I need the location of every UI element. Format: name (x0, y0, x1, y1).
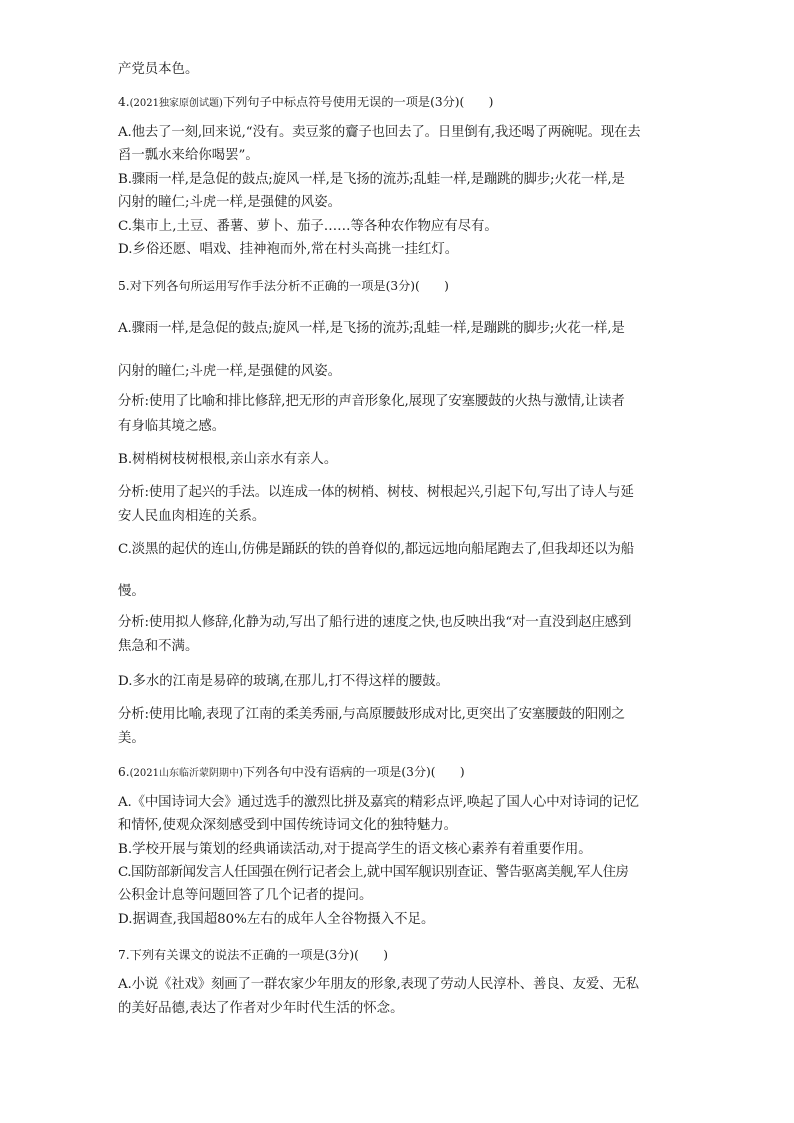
text-line: 美。 (118, 731, 145, 746)
text-line: 公积金计息等问题回答了几个记者的提问。 (118, 888, 373, 903)
analysis-text: 分析:使用拟人修辞,化静为动,写出了船行进的速度之快,也反映出我“对一直没到赵庄感到 (118, 615, 632, 630)
text-line: 安人民血肉相连的关系。 (118, 509, 266, 524)
option-b: B.树梢树枝树根根,亲山亲水有亲人。 (118, 452, 338, 467)
question-7-heading: 7.下列有关课文的说法不正确的一项是(3分)( ) (118, 948, 388, 962)
text-line: 有身临其境之感。 (118, 419, 226, 434)
question-source: (2021山东临沂蒙阴期中) (129, 768, 243, 779)
text-line: 焦急和不满。 (118, 639, 199, 654)
option-d: D.多水的江南是易碎的玻璃,在那儿,打不得这样的腰鼓。 (118, 674, 450, 689)
question-6-heading (118, 763, 678, 783)
option-a: A.他去了一刻,回来说,“没有。卖豆浆的齎子也回去了。日里倒有,我还喝了两碗呢。现在去 (118, 125, 641, 140)
option-a: A.骤雨一样,是急促的鼓点;旋风一样,是飞扬的流苏;乱蛙一样,是蹦跳的脚步;火花一样,是 (118, 321, 625, 336)
analysis-text: 分析:使用了起兴的手法。以连成一体的树梢、树枝、树根起兴,引起下句,写出了诗人与延 (118, 485, 634, 500)
question-stem: 下列各句中没有语病的一项是(3分)( ) (242, 765, 465, 779)
option-a: A.《中国诗词大会》通过选手的激烈比拼及嘉宾的精彩点评,唤起了国人心中对诗词的记忆 (118, 795, 639, 810)
question-source: (2021独家原创试题) (129, 98, 223, 109)
text-line: 舀一瓢水来给你喝罢”。 (118, 148, 259, 163)
question-stem: 下列句子中标点符号使用无误的一项是(3分)( ) (222, 95, 494, 109)
text-line: 和情怀,使观众深刻感受到中国传统诗词文化的独特魅力。 (118, 818, 458, 833)
question-number: 4. (118, 95, 130, 109)
question-5-heading: 5.对下列各句所运用写作手法分析不正确的一项是(3分)( ) (118, 279, 449, 293)
option-d: D.乡俗还愿、唱戏、挂神袍而外,常在村头高挑一挂红灯。 (118, 242, 459, 257)
option-b: B.骤雨一样,是急促的鼓点;旋风一样,是飞扬的流苏;乱蛙一样,是蹦跳的脚步;火花一样,是 (118, 172, 625, 187)
option-d: D.据调查,我国超80%左右的成年人全谷物摄入不足。 (118, 912, 435, 927)
question-number: 6. (118, 765, 130, 779)
option-c: C.淡黑的起伏的连山,仿佛是踊跃的铁的兽脊似的,都远远地向船尾跑去了,但我却还以为船 (118, 542, 634, 557)
option-c: C.集市上,土豆、番薯、萝卜、茄子……等各种农作物应有尽有。 (118, 219, 498, 234)
text-line: 的美好品德,表达了作者对少年时代生活的怀念。 (118, 1001, 404, 1016)
text-line: 闪射的瞳仁;斗虎一样,是强健的风姿。 (118, 364, 342, 379)
text-line: 慢。 (118, 584, 145, 599)
question-4-heading (118, 93, 678, 113)
analysis-text: 分析:使用比喻,表现了江南的柔美秀丽,与高原腰鼓形成对比,更突出了安塞腰鼓的阳刚之 (118, 707, 625, 722)
text-line: 产党员本色。 (118, 62, 199, 77)
option-a: A.小说《社戏》刻画了一群农家少年朋友的形象,表现了劳动人民淳朴、善良、友爱、无私 (118, 977, 639, 992)
analysis-text: 分析:使用了比喻和排比修辞,把无形的声音形象化,展现了安塞腰鼓的火热与激情,让读者 (118, 394, 625, 409)
option-b: B.学校开展与策划的经典诵读活动,对于提高学生的语文核心素养有着重要作用。 (118, 842, 592, 857)
option-c: C.国防部新闻发言人任国强在例行记者会上,就中国军舰识别查证、警告驱离美舰,军人住房 (118, 865, 629, 880)
text-line: 闪射的瞳仁;斗虎一样,是强健的风姿。 (118, 195, 342, 210)
